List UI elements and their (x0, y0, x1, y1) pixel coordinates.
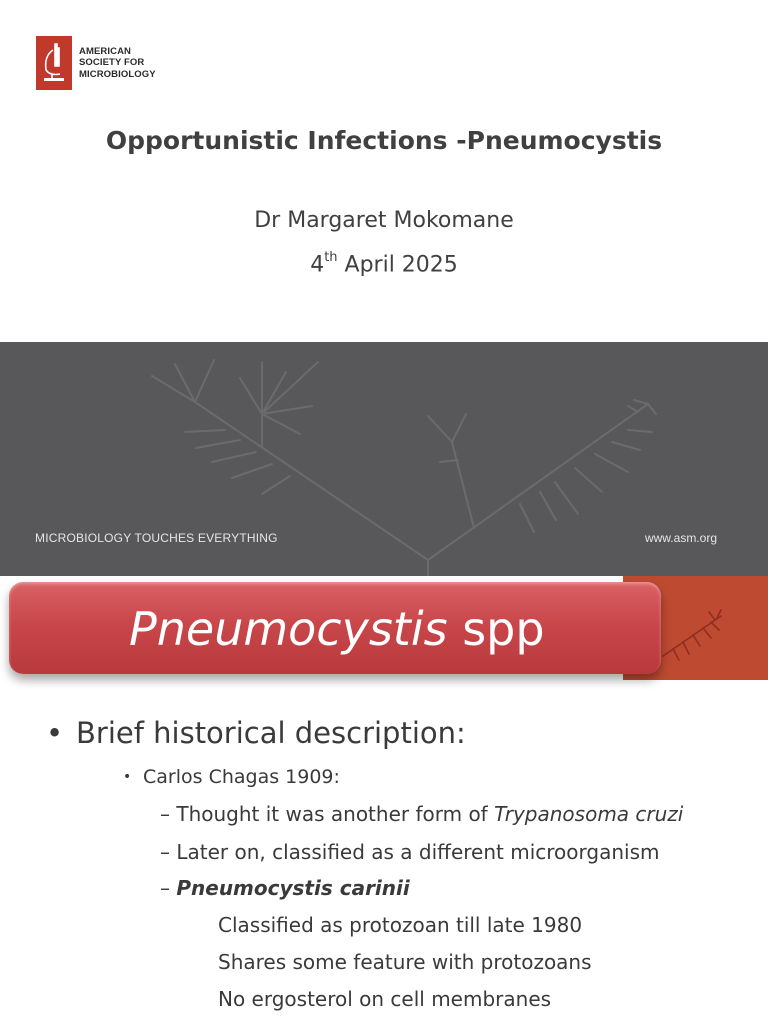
dash-marker: – (160, 802, 170, 826)
bullet-level-1 (46, 716, 466, 750)
bullet-marker: • (46, 716, 64, 750)
logo-line-2: SOCIETY FOR (79, 57, 145, 69)
slide-title-banner (9, 582, 661, 674)
slide-title (129, 602, 545, 656)
presentation-title: Opportunistic Infections -Pneumocystis (105, 126, 663, 155)
dash-marker: – (160, 876, 170, 900)
logo-line-1: AMERICAN (79, 45, 131, 57)
bullet-text: Carlos Chagas 1909: (143, 766, 340, 788)
date-rest: April 2025 (337, 252, 458, 278)
content-slide (0, 576, 768, 1024)
asm-logo (36, 36, 156, 90)
detail-line-3: No ergosterol on cell membranes (218, 987, 552, 1011)
author-name: Dr Margaret Mokomane (254, 208, 514, 233)
logo-wordmark (79, 46, 156, 81)
dash-text: Thought it was another form of (176, 802, 495, 826)
slide-title-regular: spp (447, 602, 545, 656)
slide-title-italic: Pneumocystis (129, 602, 448, 656)
date-day: 4 (310, 252, 325, 278)
presentation-date (0, 252, 768, 277)
detail-line-1: Classified as protozoan till late 1980 (218, 913, 583, 937)
dash-italic: Trypanosoma cruzi (494, 802, 684, 826)
dash-item-2 (160, 840, 659, 864)
microscope-icon (36, 36, 72, 90)
banner-website[interactable]: www.asm.org (644, 531, 717, 545)
banner-tagline: MICROBIOLOGY TOUCHES EVERYTHING (35, 531, 278, 545)
dash-bold-italic: Pneumocystis carinii (176, 876, 410, 900)
dash-item-1 (160, 802, 683, 826)
date-suffix: th (324, 250, 338, 265)
dash-marker: – (160, 840, 170, 864)
bullet-marker: • (123, 769, 132, 785)
logo-line-3: MICROBIOLOGY (79, 68, 156, 80)
dash-item-3 (160, 876, 410, 900)
bullet-level-2 (123, 766, 340, 788)
asm-banner (0, 342, 768, 576)
bullet-text: Brief historical description: (76, 716, 466, 750)
dash-text: Later on, classified as a different microorganism (176, 840, 660, 864)
detail-line-2: Shares some feature with protozoans (218, 950, 592, 974)
